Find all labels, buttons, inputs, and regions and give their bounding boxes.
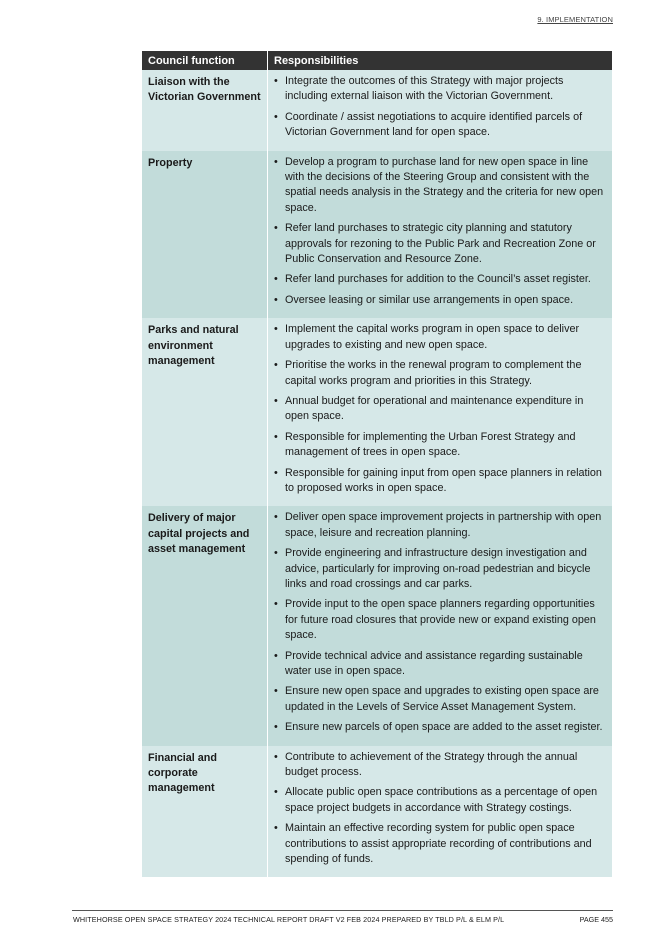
responsibility-item: • Maintain an effective recording system for public open space contributions to assist appropriate recording of contributions and spending of funds. — [274, 821, 604, 867]
footer-rule — [72, 910, 613, 911]
council-function-cell: Financial and corporate management — [142, 746, 268, 878]
table-body — [142, 70, 612, 877]
responsibility-item: • Provide technical advice and assistance regarding sustainable water use in open space. — [274, 649, 604, 680]
responsibilities-cell — [268, 318, 613, 506]
responsibility-item: • Ensure new parcels of open space are added to the asset register. — [274, 720, 604, 735]
page-number: PAGE 455 — [579, 915, 613, 924]
responsibility-item: • Responsible for implementing the Urban Forest Strategy and management of trees in open space. — [274, 430, 604, 461]
responsibility-item: • Refer land purchases to strategic city planning and statutory approvals for rezoning to the Public Park and Recreation Zone or Public Conservation and Resource Zone. — [274, 221, 604, 267]
column-header-responsibilities: Responsibilities — [268, 51, 613, 70]
council-responsibilities-table — [142, 51, 612, 877]
responsibility-item: • Coordinate / assist negotiations to acquire identified parcels of Victorian Government land for open space. — [274, 110, 604, 141]
responsibility-item: • Oversee leasing or similar use arrangements in open space. — [274, 293, 604, 308]
responsibilities-cell — [268, 746, 613, 878]
responsibility-item: • Contribute to achievement of the Strategy through the annual budget process. — [274, 750, 604, 781]
responsibility-item: • Ensure new open space and upgrades to existing open space are updated in the Levels of Service Asset Management System. — [274, 684, 604, 715]
responsibility-list — [274, 155, 604, 309]
column-header-council-function: Council function — [142, 51, 268, 70]
responsibility-item: • Annual budget for operational and maintenance expenditure in open space. — [274, 394, 604, 425]
responsibility-item: • Refer land purchases for addition to the Council’s asset register. — [274, 272, 604, 287]
responsibility-item: • Integrate the outcomes of this Strategy with major projects including external liaison with the Victorian Government. — [274, 74, 604, 105]
responsibility-list — [274, 74, 604, 141]
responsibility-item: • Implement the capital works program in open space to deliver upgrades to existing and new open space. — [274, 322, 604, 353]
council-function-cell: Parks and natural environment management — [142, 318, 268, 506]
responsibility-item: • Develop a program to purchase land for new open space in line with the decisions of the Steering Group and consistent with the spatial needs analysis in the Strategy and the criteria for new open space. — [274, 155, 604, 217]
council-function-cell: Liaison with the Victorian Government — [142, 70, 268, 151]
table-header-row — [142, 51, 612, 70]
responsibility-list — [274, 510, 604, 735]
running-head: 9. IMPLEMENTATION — [537, 15, 613, 24]
table-row — [142, 746, 612, 878]
responsibilities-cell — [268, 506, 613, 745]
responsibility-item: • Prioritise the works in the renewal program to complement the capital works program and priorities in this Strategy. — [274, 358, 604, 389]
responsibility-list — [274, 322, 604, 496]
council-function-cell: Delivery of major capital projects and asset management — [142, 506, 268, 745]
footer-document-info: WHITEHORSE OPEN SPACE STRATEGY 2024 TECHNICAL REPORT DRAFT V2 FEB 2024 PREPARED BY TBLD P/L & ELM P/L — [73, 915, 505, 924]
table-row — [142, 318, 612, 506]
responsibility-item: • Responsible for gaining input from open space planners in relation to proposed works in open space. — [274, 466, 604, 497]
responsibility-item: • Provide engineering and infrastructure design investigation and advice, particularly for improving on-road pedestrian and bicycle links and road crossings and car parks. — [274, 546, 604, 592]
table-row — [142, 70, 612, 151]
table-row — [142, 151, 612, 319]
responsibilities-cell — [268, 151, 613, 319]
responsibility-list — [274, 750, 604, 868]
responsibility-item: • Provide input to the open space planners regarding opportunities for future road closures that provide new or expand existing open space. — [274, 597, 604, 643]
responsibility-item: • Allocate public open space contributions as a percentage of open space project budgets in accordance with Strategy costings. — [274, 785, 604, 816]
responsibility-item: • Deliver open space improvement projects in partnership with open space, leisure and recreation planning. — [274, 510, 604, 541]
council-function-cell: Property — [142, 151, 268, 319]
table-row — [142, 506, 612, 745]
responsibilities-cell — [268, 70, 613, 151]
